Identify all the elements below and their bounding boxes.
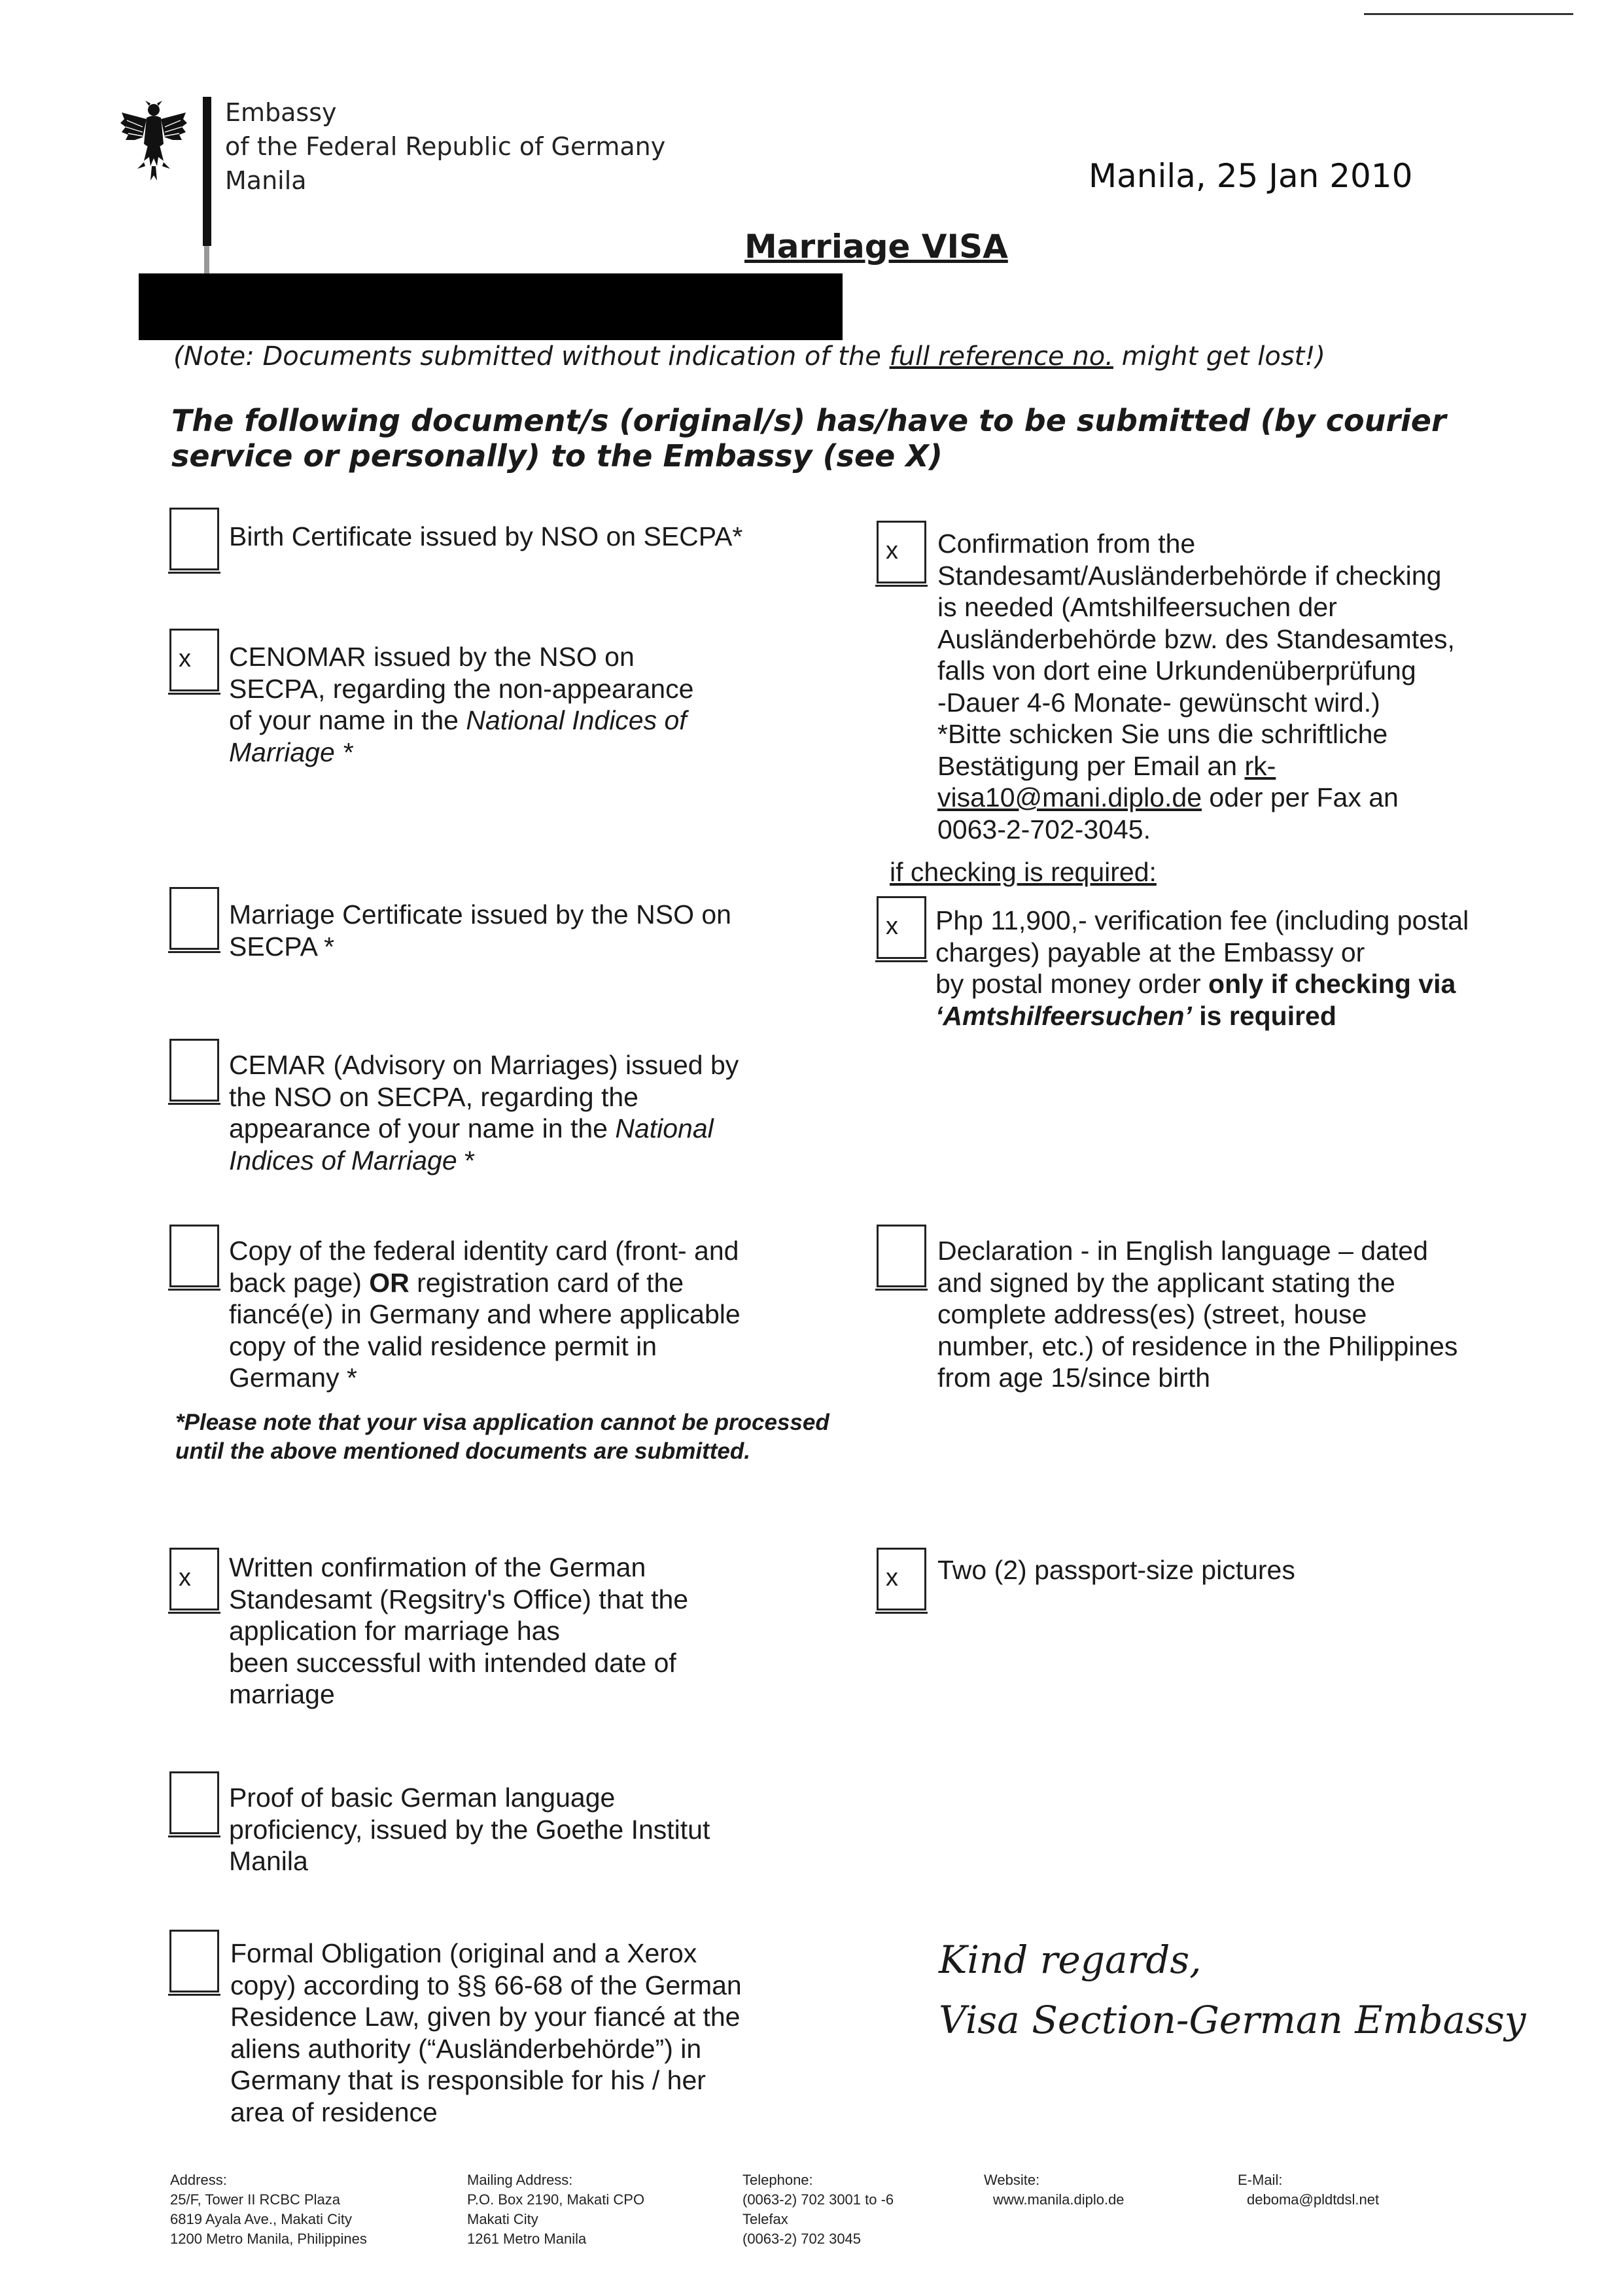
top-rule <box>1364 13 1573 15</box>
closing-line: Kind regards, <box>939 1938 1202 1982</box>
sender-line: Embassy <box>225 98 337 127</box>
item-line: back page) <box>229 1267 370 1298</box>
footer-line: (0063-2) 702 3001 to -6 <box>742 2191 894 2208</box>
item-line: by postal money order <box>935 969 1209 999</box>
email-link-part[interactable]: rk- <box>1244 750 1276 781</box>
item-bold: is required <box>1191 1000 1336 1031</box>
footer-line: 6819 Ayala Ave., Makati City <box>170 2211 353 2227</box>
item-bold: OR <box>369 1267 410 1298</box>
checkbox-standesamt-confirmation[interactable] <box>169 1548 222 1613</box>
check-mark: x <box>886 537 898 565</box>
item-line: the NSO on SECPA, regarding the <box>229 1081 638 1112</box>
email-address-link[interactable]: deboma@pldtdsl.net <box>1247 2191 1380 2208</box>
redaction-bar <box>139 273 843 340</box>
item-line: Formal Obligation (original and a Xerox <box>230 1938 697 1968</box>
footer-email <box>1238 2170 1379 2210</box>
federal-eagle-icon <box>118 98 190 183</box>
place: Manila, <box>1089 157 1206 195</box>
item-line: Proof of basic German language <box>229 1783 616 1813</box>
item-line: been successful with intended date of <box>229 1647 676 1678</box>
date-line <box>1089 157 1412 195</box>
item-marriage-certificate <box>229 899 731 962</box>
note-text-end: might get lost!) <box>1113 341 1326 372</box>
item-cenomar <box>229 641 693 768</box>
item-line: *Bitte schicken Sie uns die schriftliche <box>937 719 1388 749</box>
item-bold: only if checking via <box>1208 969 1456 999</box>
item-line: Confirmation from the <box>937 529 1196 559</box>
footer-line: P.O. Box 2190, Makati CPO <box>467 2191 645 2208</box>
item-line: aliens authority (“Ausländerbehörde”) in <box>230 2033 702 2064</box>
letterhead-bar <box>203 97 211 246</box>
item-line: Residence Law, given by your fiancé at the <box>230 2002 741 2032</box>
item-declaration <box>937 1235 1457 1394</box>
footer-line: (0063-2) 702 3045 <box>742 2231 862 2247</box>
footer-mailing-address <box>467 2170 644 2249</box>
item-standesamt-confirmation <box>229 1552 688 1711</box>
processing-note: *Please note that your visa application cannot be processed until the above mentioned documents are submitted. <box>175 1410 829 1464</box>
item-line: * <box>457 1145 476 1175</box>
note-text: (Note: Documents submitted without indication of the <box>173 341 890 372</box>
item-cemar <box>229 1049 739 1176</box>
item-verification-fee <box>935 905 1469 1032</box>
sender-line: of the Federal Republic of Germany <box>225 132 666 161</box>
item-line: is needed (Amtshilfeersuchen der <box>937 592 1337 622</box>
sender-block <box>225 96 665 198</box>
website-link[interactable]: www.manila.diplo.de <box>993 2191 1125 2208</box>
item-line: copy) according to §§ 66-68 of the German <box>230 1970 742 2000</box>
item-line: charges) payable at the Embassy or <box>935 937 1365 967</box>
closing-line: Visa Section-German Embassy <box>939 1998 1526 2042</box>
item-line: 0063-2-702-3045. <box>937 814 1151 844</box>
item-passport-pictures <box>937 1554 1295 1586</box>
checkbox-verification-fee[interactable] <box>877 896 929 962</box>
check-mark: x <box>179 1564 191 1592</box>
item-line: appearance of your name in the <box>229 1113 616 1143</box>
item-line: Copy of the federal identity card (front- and <box>229 1236 739 1266</box>
footer-line: Telefax <box>742 2211 788 2227</box>
checkbox-cenomar[interactable] <box>169 629 222 694</box>
checkbox-declaration[interactable] <box>877 1225 929 1290</box>
checking-required-heading: if checking is required: <box>890 857 1157 887</box>
closing-signature <box>939 1930 1526 2050</box>
checkbox-marriage-certificate[interactable] <box>169 887 222 952</box>
item-line: Manila <box>229 1846 308 1876</box>
instructions-heading: The following document/s (original/s) has/have to be submitted (by courier service or personally) to the Embassy (see X) <box>171 403 1446 474</box>
checkbox-german-language-proof[interactable] <box>169 1771 222 1837</box>
sender-line: Manila <box>225 166 307 195</box>
item-german-language-proof <box>229 1782 710 1877</box>
item-line: CEMAR (Advisory on Marriages) issued by <box>229 1050 739 1080</box>
footer-label: Mailing Address: <box>467 2172 573 2188</box>
item-line: proficiency, issued by the Goethe Institut <box>229 1814 710 1845</box>
date: 25 Jan 2010 <box>1216 157 1413 195</box>
document-title: Marriage VISA <box>744 228 1008 266</box>
item-federal-identity-card <box>229 1235 741 1394</box>
item-line: Declaration - in English language – dated <box>937 1236 1428 1266</box>
checkbox-standesamt-auslaenderbehoerde[interactable] <box>877 521 929 586</box>
item-line: Germany that is responsible for his / her <box>230 2065 706 2095</box>
footer-label: E-Mail: <box>1238 2172 1283 2188</box>
item-line: Two (2) passport-size pictures <box>937 1555 1295 1585</box>
item-line: complete address(es) (street, house <box>937 1299 1367 1329</box>
item-standesamt-auslaenderbehoerde <box>937 528 1455 845</box>
item-italic: National <box>615 1113 714 1143</box>
item-line: Bestätigung per Email an <box>937 750 1245 781</box>
footer-line: 1200 Metro Manila, Philippines <box>170 2231 367 2247</box>
item-line: Php 11,900,- verification fee (including postal <box>935 905 1469 935</box>
item-line: copy of the valid residence permit in <box>229 1331 657 1361</box>
item-line: Written confirmation of the German <box>229 1552 646 1582</box>
checkbox-federal-identity-card[interactable] <box>169 1225 222 1290</box>
checkbox-birth-certificate[interactable] <box>169 508 222 573</box>
footer-address <box>170 2170 367 2249</box>
item-line: marriage <box>229 1679 335 1709</box>
footer-line: 25/F, Tower II RCBC Plaza <box>170 2191 341 2208</box>
checkbox-cemar[interactable] <box>169 1039 222 1104</box>
item-line: Marriage * <box>229 737 353 767</box>
footer-telephone <box>742 2170 894 2249</box>
item-line: Standesamt/Ausländerbehörde if checking <box>937 560 1442 591</box>
item-formal-obligation <box>230 1938 742 2128</box>
item-line: application for marriage has <box>229 1616 560 1646</box>
item-bold-italic: ‘Amtshilfeersuchen’ <box>935 1000 1192 1031</box>
item-line: CENOMAR issued by the NSO on <box>229 642 635 672</box>
item-italic: National Indices of <box>466 705 687 735</box>
footer-website <box>984 2170 1125 2210</box>
item-line: Marriage Certificate issued by the NSO on <box>229 899 731 930</box>
item-line: number, etc.) of residence in the Philippines <box>937 1331 1458 1361</box>
note-underlined: full reference no. <box>889 341 1113 372</box>
item-line: Germany * <box>229 1363 357 1393</box>
item-line: and signed by the applicant stating the <box>937 1267 1395 1298</box>
item-line: Ausländerbehörde bzw. des Standesamtes, <box>937 623 1455 654</box>
item-line: Standesamt (Regsitry's Office) that the <box>229 1584 689 1614</box>
item-line: SECPA * <box>229 931 335 962</box>
item-line: from age 15/since birth <box>937 1363 1211 1393</box>
item-line: oder per Fax an <box>1202 782 1399 812</box>
check-mark: x <box>886 913 898 940</box>
email-link[interactable]: visa10@mani.diplo.de <box>937 782 1202 812</box>
item-line: SECPA, regarding the non-appearance <box>229 673 694 704</box>
item-line: fiancé(e) in Germany and where applicable <box>229 1299 741 1329</box>
item-line: falls von dort eine Urkundenüberprüfung <box>937 655 1416 686</box>
item-line: registration card of the <box>409 1267 684 1298</box>
check-mark: x <box>886 1564 898 1592</box>
checkbox-passport-pictures[interactable] <box>877 1548 929 1613</box>
item-italic: Indices of Marriage <box>229 1145 457 1175</box>
footer-label: Address: <box>170 2172 227 2188</box>
item-line: -Dauer 4-6 Monate- gewünscht wird.) <box>937 687 1380 718</box>
item-line: area of residence <box>230 2096 438 2127</box>
checkbox-formal-obligation[interactable] <box>169 1930 222 1995</box>
footer-label: Telephone: <box>742 2172 813 2188</box>
reference-note <box>173 341 1325 372</box>
footer-line: Makati City <box>467 2211 538 2227</box>
item-line: Birth Certificate issued by NSO on SECPA* <box>229 521 743 551</box>
footer-line: 1261 Metro Manila <box>467 2231 587 2247</box>
check-mark: x <box>179 645 191 672</box>
footer-label: Website: <box>984 2172 1040 2188</box>
item-line: of your name in the <box>229 705 466 735</box>
item-birth-certificate <box>229 521 742 553</box>
